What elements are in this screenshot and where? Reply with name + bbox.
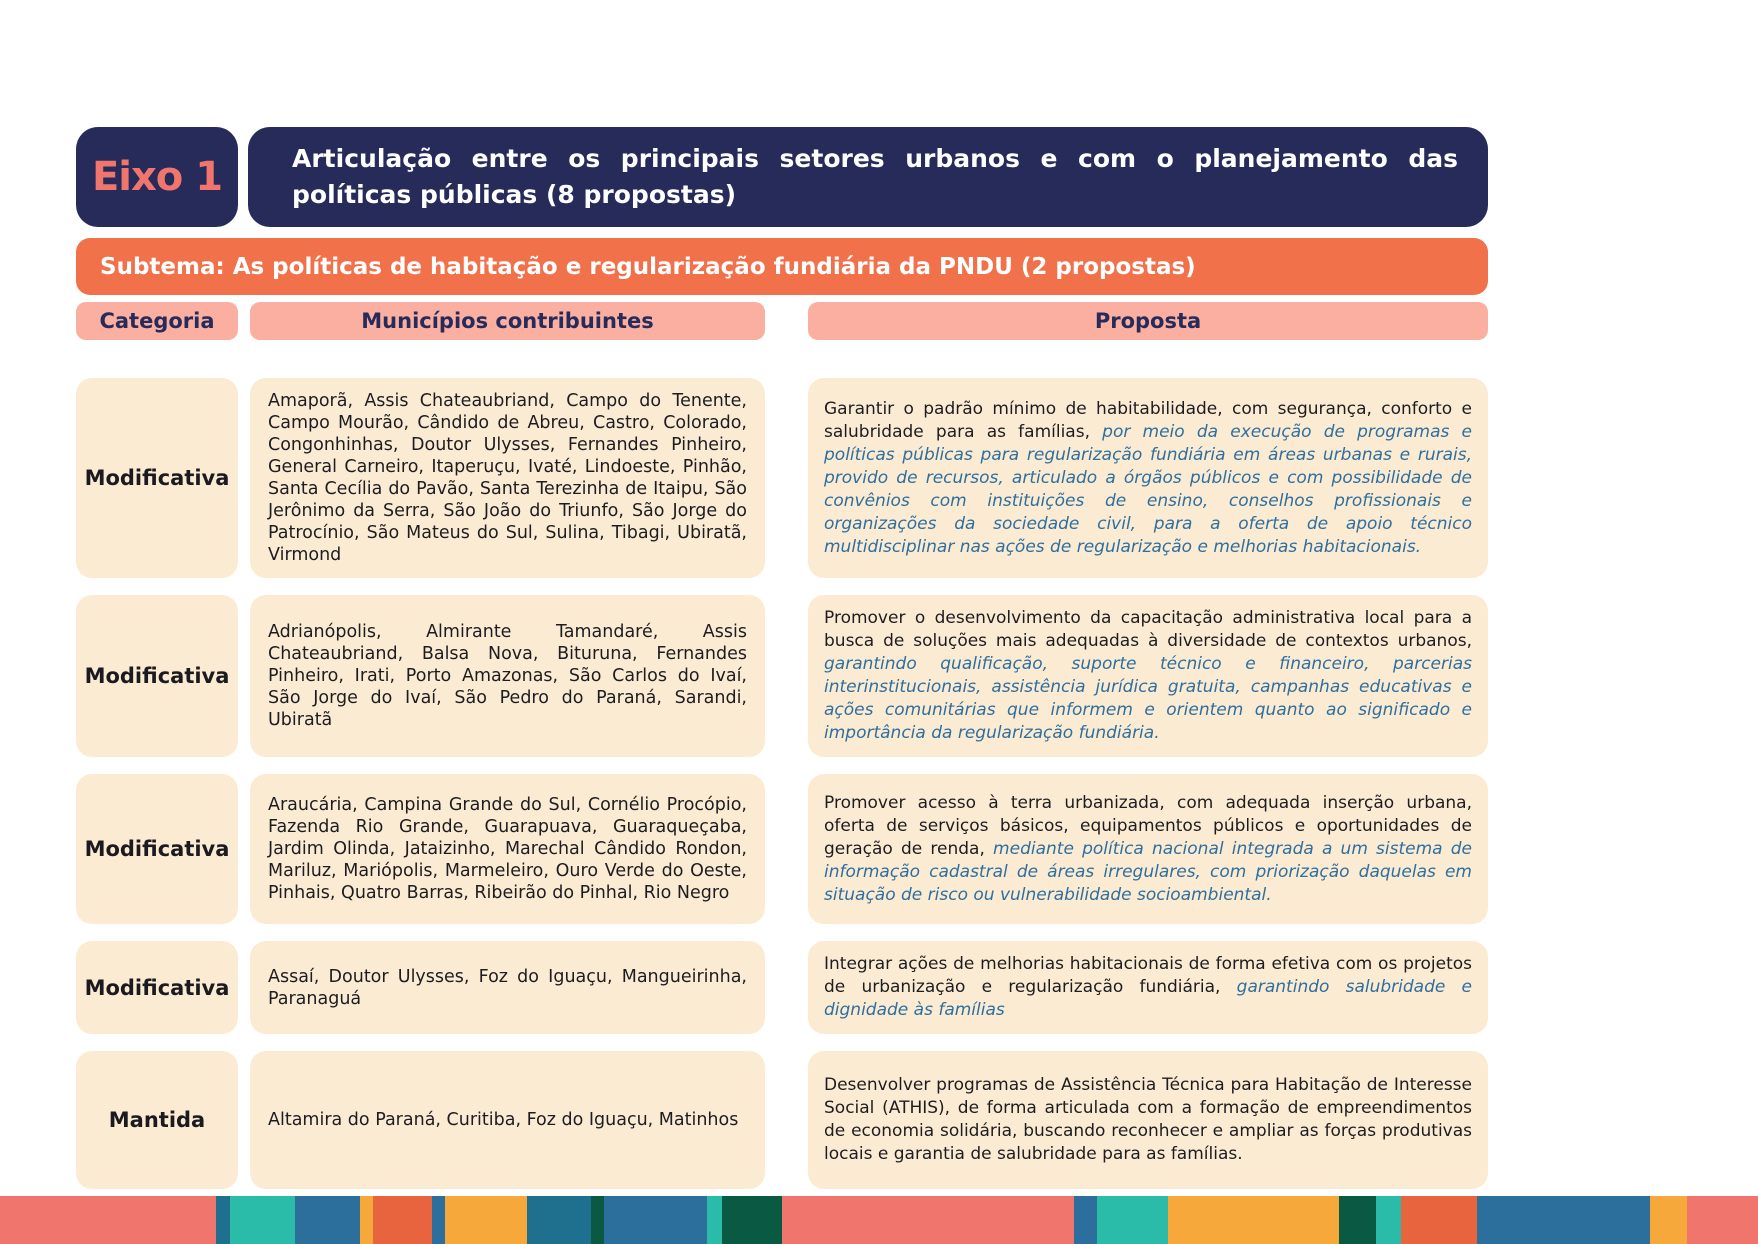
municipios-cell — [250, 774, 765, 924]
municipios-text: Araucária, Campina Grande do Sul, Cornélio Procópio, Fazenda Rio Grande, Guarapuava, Guaraqueçaba, Jardim Olinda, Jataizinho, Marechal Cândido Rondon, Mariluz, Mariópolis, Marmeleiro, Ouro Verde do Oeste, Pinhais, Quatro Barras, Ribeirão do Pinhal, Rio Negro — [268, 795, 747, 903]
column-headers — [76, 302, 1488, 340]
proposta-italic-text: garantindo salubridade e dignidade às famílias — [824, 977, 1472, 1020]
page-content — [76, 127, 1488, 1227]
footer-stripe-segment — [1650, 1196, 1687, 1244]
municipios-cell — [250, 595, 765, 757]
proposta-text — [824, 607, 1472, 745]
footer-stripe-segment — [604, 1196, 707, 1244]
footer-stripe-segment — [1477, 1196, 1650, 1244]
subtema-label: Subtema: As políticas de habitação e regularização fundiária da PNDU (2 propostas) — [100, 253, 1196, 280]
page-title: Articulação entre os principais setores urbanos e com o planejamento das políticas públicas (8 propostas) — [292, 144, 1458, 209]
footer-stripe-segment — [1687, 1196, 1758, 1244]
table-body — [76, 378, 1488, 1189]
footer-stripe-segment — [432, 1196, 445, 1244]
table-row — [76, 595, 1488, 757]
eixo-badge — [76, 127, 238, 227]
categoria-label: Modificativa — [84, 664, 230, 688]
municipios-text: Amaporã, Assis Chateaubriand, Campo do Tenente, Campo Mourão, Cândido de Abreu, Castro, Colorado, Congonhinhas, Doutor Ulysses, Fernandes Pinheiro, General Carneiro, Itaperuçu, Ivaté, Lindoeste, Pinhão, Santa Cecília do Pavão, Santa Terezinha de Itaipu, São Jerônimo da Serra, São João do Triunfo, São Jorge do Patrocínio, São Mateus do Sul, Sulina, Tibagi, Ubiratã, Virmond — [268, 391, 747, 565]
proposta-cell — [808, 774, 1488, 924]
footer-stripe-segment — [1339, 1196, 1377, 1244]
proposta-plain-text: Integrar ações de melhorias habitacionais de forma efetiva com os projetos de urbanização e regularização fundiária, — [824, 954, 1472, 997]
footer-stripe-segment — [295, 1196, 360, 1244]
municipios-text: Adrianópolis, Almirante Tamandaré, Assis Chateaubriand, Balsa Nova, Bituruna, Fernandes Pinheiro, Irati, Porto Amazonas, São Carlos do Ivaí, São Jorge do Ivaí, São Pedro do Paraná, Sarandi, Ubiratã — [268, 622, 747, 730]
categoria-cell — [76, 941, 238, 1034]
footer-stripe-segment — [1097, 1196, 1167, 1244]
municipios-text: Assaí, Doutor Ulysses, Foz do Iguaçu, Mangueirinha, Paranaguá — [268, 966, 747, 1009]
title-box — [248, 127, 1488, 227]
proposta-plain-text: Desenvolver programas de Assistência Técnica para Habitação de Interesse Social (ATHIS), de forma articulada com a formação de empreendimentos de economia solidária, buscando reconhecer e ampliar as forças produtivas locais e garantia de salubridade para as famílias. — [824, 1075, 1472, 1164]
categoria-label: Modificativa — [84, 975, 230, 1000]
footer-stripe-segment — [1376, 1196, 1401, 1244]
footer-stripe-segment — [445, 1196, 526, 1244]
categoria-cell — [76, 378, 238, 578]
footer-stripe-segment — [1168, 1196, 1339, 1244]
categoria-cell — [76, 595, 238, 757]
proposta-cell — [808, 378, 1488, 578]
footer-stripe-segment — [230, 1196, 295, 1244]
footer-stripe-segment — [527, 1196, 592, 1244]
proposta-italic-text: mediante política nacional integrada a um sistema de informação cadastral de áreas irregulares, com priorização daquelas em situação de risco ou vulnerabilidade socioambiental. — [824, 838, 1472, 905]
subtema-bar — [76, 238, 1488, 295]
municipios-cell — [250, 941, 765, 1034]
proposta-plain-text: Promover acesso à terra urbanizada, com adequada inserção urbana, oferta de serviços básicos, equipamentos públicos e oportunidades de geração de renda, — [824, 792, 1472, 859]
proposta-text — [824, 1074, 1472, 1166]
header-row — [76, 127, 1488, 227]
column-header-proposta: Proposta — [808, 302, 1488, 340]
footer-stripe — [0, 1196, 1758, 1244]
categoria-cell — [76, 1051, 238, 1189]
proposta-cell — [808, 941, 1488, 1034]
categoria-label: Modificativa — [84, 837, 230, 861]
footer-stripe-segment — [707, 1196, 722, 1244]
proposta-cell — [808, 595, 1488, 757]
proposta-text — [824, 398, 1472, 559]
footer-stripe-segment — [1074, 1196, 1098, 1244]
categoria-label: Mantida — [108, 1108, 206, 1132]
categoria-cell — [76, 774, 238, 924]
table-row — [76, 1051, 1488, 1189]
proposta-text — [824, 792, 1472, 907]
proposta-text — [824, 953, 1472, 1022]
municipios-cell — [250, 1051, 765, 1189]
footer-stripe-segment — [782, 1196, 1074, 1244]
footer-stripe-segment — [360, 1196, 373, 1244]
municipios-text: Altamira do Paraná, Curitiba, Foz do Iguaçu, Matinhos — [268, 1110, 739, 1130]
column-header-categoria: Categoria — [76, 302, 238, 340]
categoria-label: Modificativa — [84, 466, 230, 490]
municipios-cell — [250, 378, 765, 578]
footer-stripe-segment — [1401, 1196, 1477, 1244]
table-row — [76, 378, 1488, 578]
footer-stripe-segment — [216, 1196, 230, 1244]
eixo-label: Eixo 1 — [91, 154, 223, 200]
proposta-italic-text: garantindo qualificação, suporte técnico e financeiro, parcerias interinstitucionais, assistência jurídica gratuita, campanhas educativas e ações comunitárias que informem e orientem quanto ao significado e importância da regularização fundiária. — [824, 654, 1472, 743]
footer-stripe-segment — [0, 1196, 216, 1244]
proposta-plain-text: Garantir o padrão mínimo de habitabilidade, com segurança, conforto e salubridade para as famílias, — [824, 398, 1472, 442]
footer-stripe-segment — [373, 1196, 432, 1244]
table-row — [76, 941, 1488, 1034]
proposta-plain-text: Promover o desenvolvimento da capacitação administrativa local para a busca de soluções mais adequadas à diversidade de contextos urbanos, — [824, 608, 1472, 651]
footer-stripe-segment — [722, 1196, 781, 1244]
footer-stripe-segment — [591, 1196, 604, 1244]
proposta-italic-text: por meio da execução de programas e políticas públicas para regularização fundiária em áreas urbanas e rurais, provido de recursos, articulado a órgãos públicos e com possibilidade de convênios com instituições de ensino, conselhos profissionais e organizações da sociedade civil, para a oferta de apoio técnico multidisciplinar nas ações de regularização e melhorias habitacionais. — [824, 421, 1472, 557]
proposta-cell — [808, 1051, 1488, 1189]
table-row — [76, 774, 1488, 924]
column-header-municipios: Municípios contribuintes — [250, 302, 765, 340]
